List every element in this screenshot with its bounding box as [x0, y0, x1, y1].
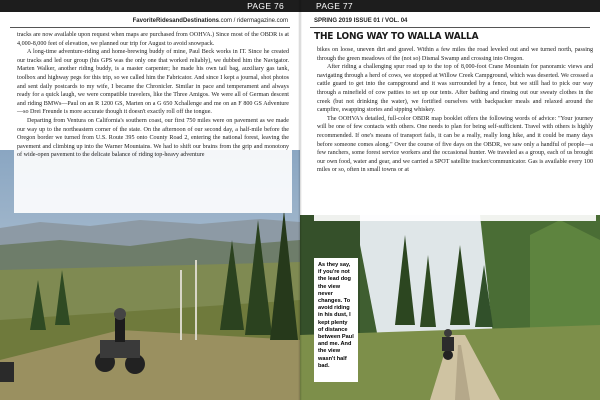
right-page-bar	[300, 0, 600, 12]
right-page	[300, 0, 600, 400]
left-page-bar	[0, 0, 300, 12]
right-page-number: PAGE 77	[316, 1, 353, 11]
left-header-rule	[10, 27, 290, 28]
left-paragraph-3: Departing from Ventura on California's southern coast, our first 750 miles were on pavement as we made our way up to the northeastern corner of the state. On the afternoon of our second day, a half-mile before the Oregon border we turned from U.S. Route 395 onto County Road 2, entering the national forest, leaving the pavement and climbing up into the Warner Mountains. We had to shift our brains from the grip and monotony of wide-open pavement to the delicate balance of riding top-heavy adventure	[17, 117, 289, 159]
right-issue-line	[300, 14, 600, 28]
left-page-number: PAGE 76	[247, 1, 284, 11]
right-paragraph-1: bikes on loose, uneven dirt and gravel. Within a few miles the road leveled out and we turned north, passing through the green meadows of the (not so) Dismal Swamp and crossing into Oregon.	[317, 47, 593, 62]
right-header-rule	[310, 27, 590, 28]
page-spine	[298, 0, 302, 400]
right-paragraph-2: After riding a challenging spur road up to the top of 8,000-foot Crane Mountain for panoramic views and navigating through a herd of cows, we stopped at Willow Creek Campground, which was deserted. We crossed a cattle guard to get into the campground and it was surrounded by a fence, but we still had to pick our way through a minefield of cow patties to set up our tents. After bathing and rinsing out our sweaty clothes in the creek (but not drinking the water), we fortified ourselves with backpacker meals and relaxed around the campfire, swapping stories and sipping whiskey.	[317, 64, 593, 114]
left-paragraph-1: tracks are now available upon request when maps are purchased from OOHVA.) Since most of the OBDR is at 4,000-8,000 feet of elevation, we planned our trip for August to avoid snowpack.	[17, 32, 289, 47]
left-paragraph-2: A long-time adventure-riding and home-brewing buddy of mine, Paul Beck works in IT. Since he created our tracks and led our group (his GPS was the only one that worked reliably), we dubbed him the Navigator. Marten Walker, another riding buddy, is a master carpenter; he made his own tail bag, auxiliary gas tank, toolbox and highway pegs for this trip, so we called him the Fabricator. And since I kept a journal, shot photos and sent daily postcards to my wife, I became the Chronicler. Similar in pace and temperament and always ready for a quick laugh, we were compatible travelers, like the Three Amigos. We were all of German descent and riding BMWs—Paul on an R 1200 GS, Marten on a G 650 Xchallenge and me on an F 800 GS Adventure—so Drei Freunde is more accurate though it doesn't exactly roll off the tongue.	[17, 49, 289, 116]
site-name-rest: .com / ridermagazine.com	[218, 18, 288, 24]
left-site-line	[0, 14, 300, 28]
right-paragraph-3: The OOHVA's detailed, full-color OBDR map booklet offers the following words of advice: "Your journey will be one of few contacts with others. One needs to plan for being self-sufficient. Travel with others is highly recommended. If one's means of transport fails, it can be a really, really long hike, and it could be many days before someone comes along." Over the course of five days on the OBDR, we saw only a handful of people—a few ranchers, some forest service workers and the occasional hunter. We traveled as a group, each of us brought our own food, water and gear, and we carried a SPOT satellite tracker/communicator. Gas is available every 100 miles or so, often in small towns or at	[317, 115, 593, 174]
photo-caption: As they say, if you're not the lead dog the view never changes. To avoid riding in his dust, I kept plenty of distance between Paul and me. And the view wasn't half bad.	[314, 258, 358, 382]
issue-info: SPRING 2019 ISSUE 01 / VOL. 04	[314, 18, 408, 24]
left-body-text	[14, 31, 292, 213]
article-title: THE LONG WAY TO WALLA WALLA	[314, 31, 479, 42]
right-body-text	[314, 46, 596, 221]
site-name-bold: FavoriteRidesandDestinations	[132, 18, 219, 24]
